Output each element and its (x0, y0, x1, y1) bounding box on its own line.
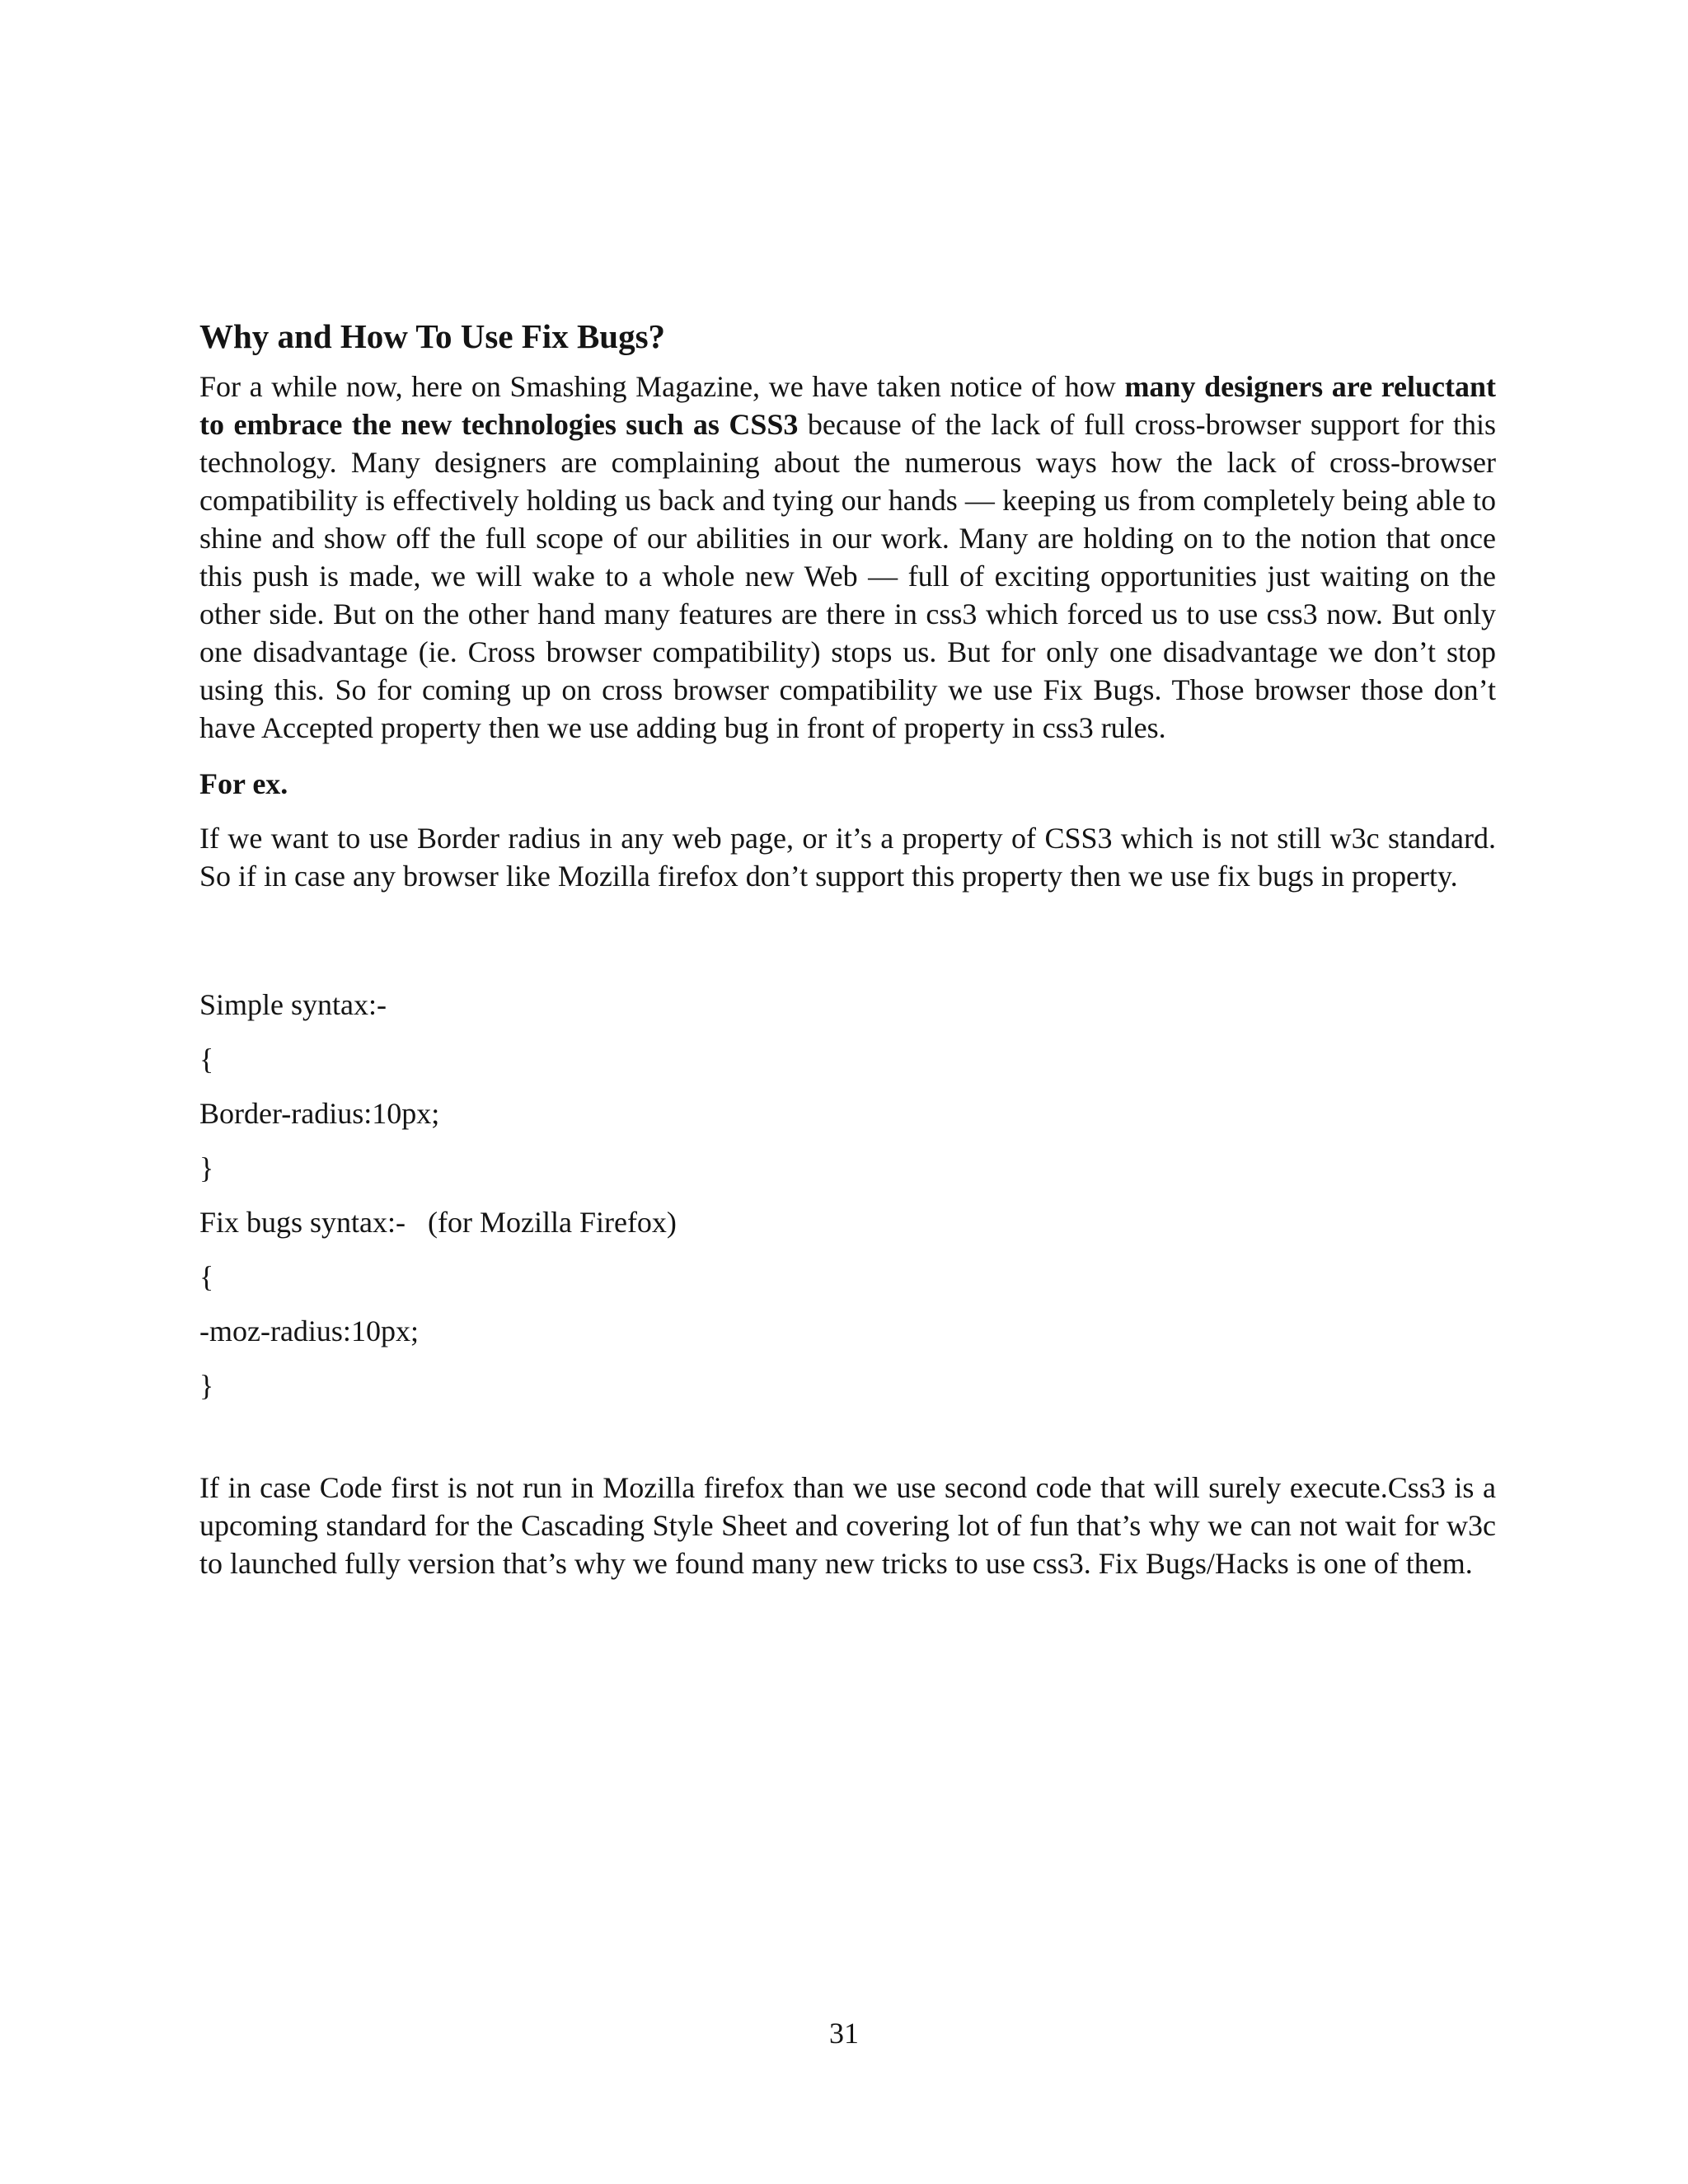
closing-paragraph: If in case Code first is not run in Mozilla firefox than we use second code that will surely execute.Css3 is a upcoming standard for the Cascading Style Sheet and covering lot of fun that’s why we can not wait for w3c to launched fully version that’s why we found many new tricks to use css3. Fix Bugs/Hacks is one of them. (199, 1471, 1496, 1580)
simple-syntax-label: Simple syntax:- (199, 988, 387, 1021)
page-content (199, 313, 1496, 1582)
section-heading: Why and How To Use Fix Bugs? (199, 317, 666, 355)
fix-open-brace: { (199, 1260, 214, 1293)
intro-emphasis: many designers are reluctant to embrace the new technologies such as CSS3 (199, 370, 1497, 441)
fix-bugs-syntax-rule: -moz-radius:10px; (199, 1315, 419, 1347)
example-label: For ex. (199, 767, 288, 800)
intro-text-end: because of the lack of full cross-browser support for this technology. Many designers are complaining about the numerous ways how the lack of cross-browser compatibility is effectively holding us back and tying our hands — keeping us from completely being able to shine and show off the full scope of our abilities in our work. Many are holding on to the notion that once this push is made, we will wake to a whole new Web — full of exciting opportunities just waiting on the other side. But on the other hand many features are there in css3 which forced us to use css3 now. But only one disadvantage (ie. Cross browser compatibility) stops us. But for only one disadvantage we don’t stop using this. So for coming up on cross browser compatibility we use Fix Bugs. Those browser those don’t have Accepted property then we use adding bug in front of property in css3 rules. (199, 408, 1496, 744)
page-number: 31 (829, 2017, 859, 2050)
simple-syntax-rule: Border-radius:10px; (199, 1097, 440, 1130)
intro-text-start: For a while now, here on Smashing Magazine, we have taken notice of how (199, 370, 1125, 403)
example-paragraph: If we want to use Border radius in any web page, or it’s a property of CSS3 which is not still w3c standard. So if in case any browser like Mozilla firefox don’t support this property then we use fix bugs in property. (199, 822, 1496, 893)
code-examples (199, 986, 1496, 1404)
simple-open-brace: { (199, 1043, 214, 1076)
fix-bugs-syntax-label: Fix bugs syntax:- (for Mozilla Firefox) (199, 1206, 677, 1239)
intro-paragraph (199, 368, 1496, 747)
fix-close-brace: } (199, 1369, 214, 1402)
simple-close-brace: } (199, 1151, 214, 1184)
